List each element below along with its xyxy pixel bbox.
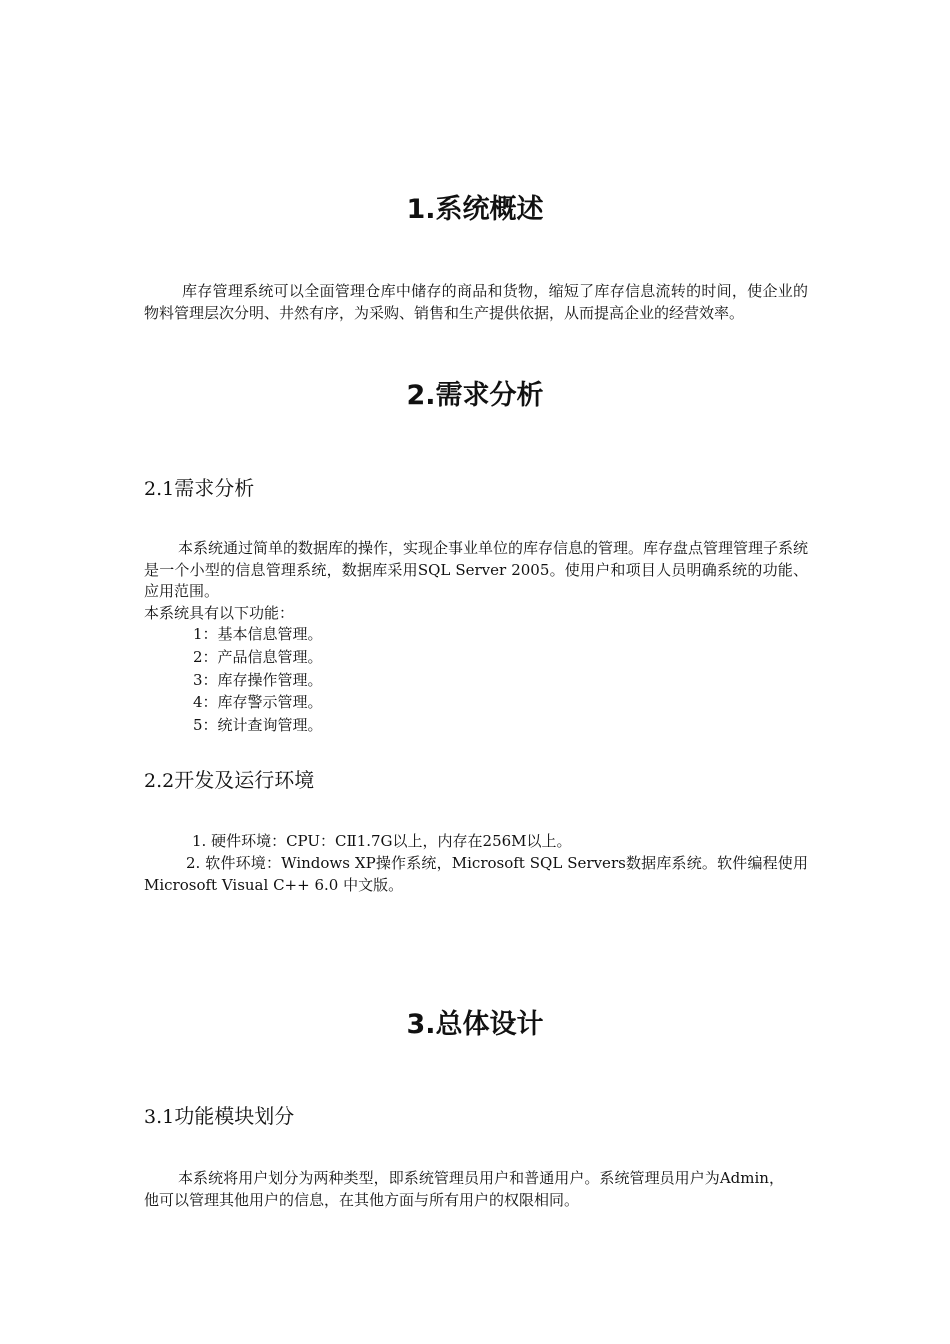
section-1-paragraph: 库存管理系统可以全面管理仓库中储存的商品和货物，缩短了库存信息流转的时间，使企业的物料管理层次分明、井然有序，为采购、销售和生产提供依据，从而提高企业的经营效率。 (144, 282, 808, 322)
subsection-2-2-title: 开发及运行环境 (174, 768, 315, 792)
subsection-3-1-paragraph: 本系统将用户划分为两种类型，即系统管理员用户和普通用户。系统管理员用户为Admin，他可以管理其他用户的信息，在其他方面与所有用户的权限相同。 (144, 1169, 784, 1209)
feature-list (193, 624, 323, 738)
subsection-2-2-number: 2.2 (144, 770, 175, 792)
section-3-heading: 3.总体设计 (406, 1009, 544, 1040)
feature-item: 2：产品信息管理。 (193, 647, 323, 666)
environment-item-software: 2. 软件环境：Windows XP操作系统，Microsoft SQL Servers数据库系统。软件编程使用Microsoft Visual C++ 6.0 中文版。 (144, 854, 808, 894)
subsection-3-1-title: 功能模块划分 (174, 1104, 295, 1128)
subsection-2-1-heading (144, 475, 254, 502)
subsection-2-2-heading (144, 767, 314, 794)
feature-item: 5：统计查询管理。 (193, 716, 323, 735)
subsection-2-1-paragraph: 本系统通过简单的数据库的操作，实现企事业单位的库存信息的管理。库存盘点管理管理子系统是一个小型的信息管理系统，数据库采用SQL Server 2005。使用户和项目人员明确系统的功能、应用范围。 (144, 539, 809, 600)
feature-item: 4：库存警示管理。 (193, 693, 323, 712)
feature-item: 1：基本信息管理。 (193, 625, 323, 643)
subsection-3-1-heading (144, 1103, 294, 1130)
subsection-2-1-title: 需求分析 (174, 476, 255, 500)
section-2-heading: 2.需求分析 (406, 380, 544, 411)
features-intro: 本系统具有以下功能： (144, 604, 295, 622)
subsection-3-1-number: 3.1 (144, 1106, 175, 1128)
section-1-heading: 1.系统概述 (406, 194, 544, 225)
feature-item: 3：库存操作管理。 (193, 670, 323, 689)
environment-item-hardware: 1. 硬件环境：CPU：CⅡ1.7G以上，内存在256M以上。 (192, 832, 572, 850)
subsection-2-1-number: 2.1 (144, 478, 175, 500)
